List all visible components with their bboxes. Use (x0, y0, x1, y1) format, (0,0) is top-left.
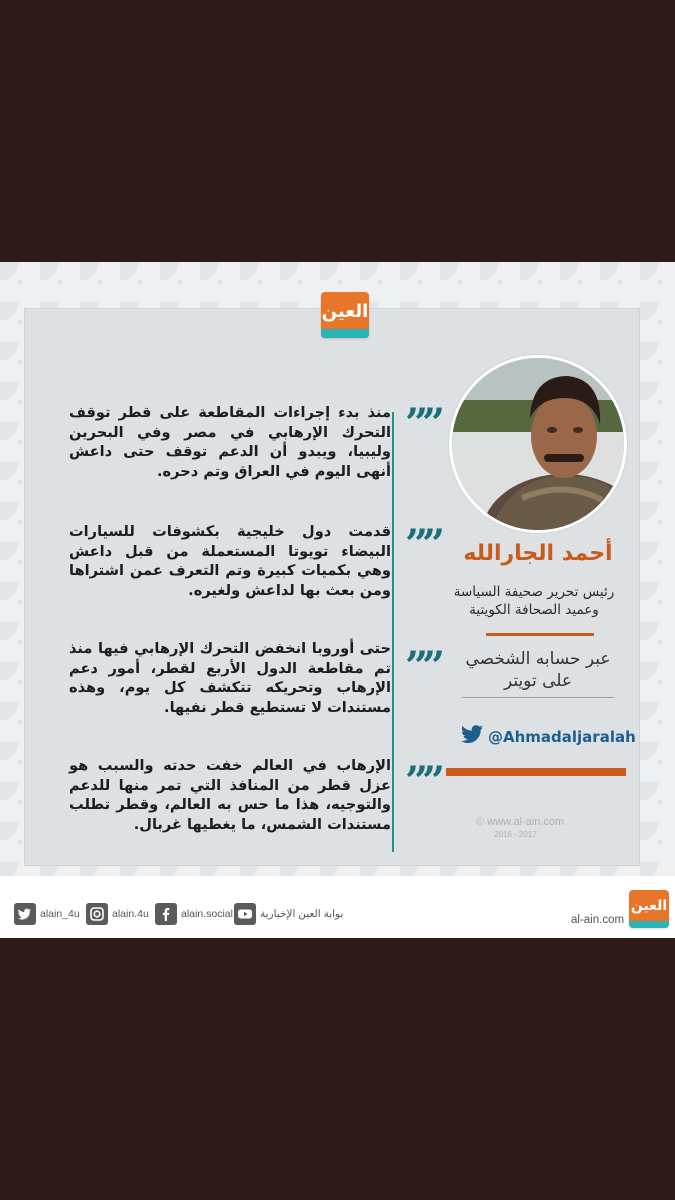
footer-youtube[interactable]: بوابة العين الإخبارية (234, 903, 343, 925)
vertical-divider (392, 412, 394, 852)
quote-2: قدمت دول خليجية بكشوفات للسيارات البيضاء تويوتا المستعملة من قبل داعش وهي بكميات كبيرة وتم التعرف عمن اشتراها ومن بعث بها لداعش ولغيره. (69, 523, 391, 599)
footer-bar (0, 876, 675, 938)
copyright-icon: © (476, 816, 485, 828)
author-name: أحمد الجارالله (463, 541, 613, 566)
via-line2: على تويتر (503, 671, 573, 691)
orange-bar (446, 768, 626, 776)
author-title-line1: رئيس تحرير صحيفة السياسة (453, 584, 615, 600)
author-title-line2: وعميد الصحافة الكويتية (469, 602, 599, 618)
youtube-icon (234, 903, 256, 925)
footer-facebook[interactable]: alain.social (155, 903, 233, 925)
twitter-handle: @Ahmadaljaralah (488, 728, 636, 746)
quote-icon: ”” (405, 521, 440, 568)
quote-icon: ”” (405, 400, 440, 447)
quote-icon: ”” (405, 643, 440, 690)
site-url[interactable]: al-ain.com (571, 914, 625, 926)
author-photo (449, 355, 627, 533)
footer-instagram[interactable]: alain.4u (86, 903, 149, 925)
twitter-handle-link[interactable] (460, 725, 636, 749)
thin-divider (462, 697, 614, 698)
al-ain-logo-footer: العين (629, 890, 669, 928)
logo-text: العين (321, 301, 369, 322)
quote-4: الإرهاب في العالم خفت حدته والسبب هو عزل قطر من المنافذ التي تمر منها للدعم والتوجيه، هذا ما حس به العالم، وقطر تطلب مستندات الشمس، ما يغطيها غربال. (69, 757, 391, 833)
twitter-bird-icon (460, 725, 484, 749)
instagram-icon (86, 903, 108, 925)
quote-3: حتى أوروبا انخفض التحرك الإرهابي فيها منذ تم مقاطعة الدول الأربع لقطر، أمور دعم الإرهاب وتحريكه تتكشف كل يوم، وهذه مستندات لا تستطيع قطر نفيها. (69, 640, 391, 716)
footer-twitter[interactable]: alain_4u (14, 903, 80, 925)
watermark: © www.al-ain.com 2016 - 2017 (476, 816, 565, 839)
quote-icon: ”” (405, 758, 440, 805)
quote-1: منذ بدء إجراءات المقاطعة على قطر توقف التحرك الإرهابي في مصر وفي البحرين وليبيا، ويبدو أن الدعم توقف حتى داعش أنهى اليوم في العراق وتم دحره. (69, 404, 391, 480)
twitter-icon (14, 903, 36, 925)
via-line1: عبر حسابه الشخصي (465, 649, 611, 669)
al-ain-logo (321, 292, 369, 338)
facebook-icon (155, 903, 177, 925)
orange-divider (486, 633, 594, 636)
